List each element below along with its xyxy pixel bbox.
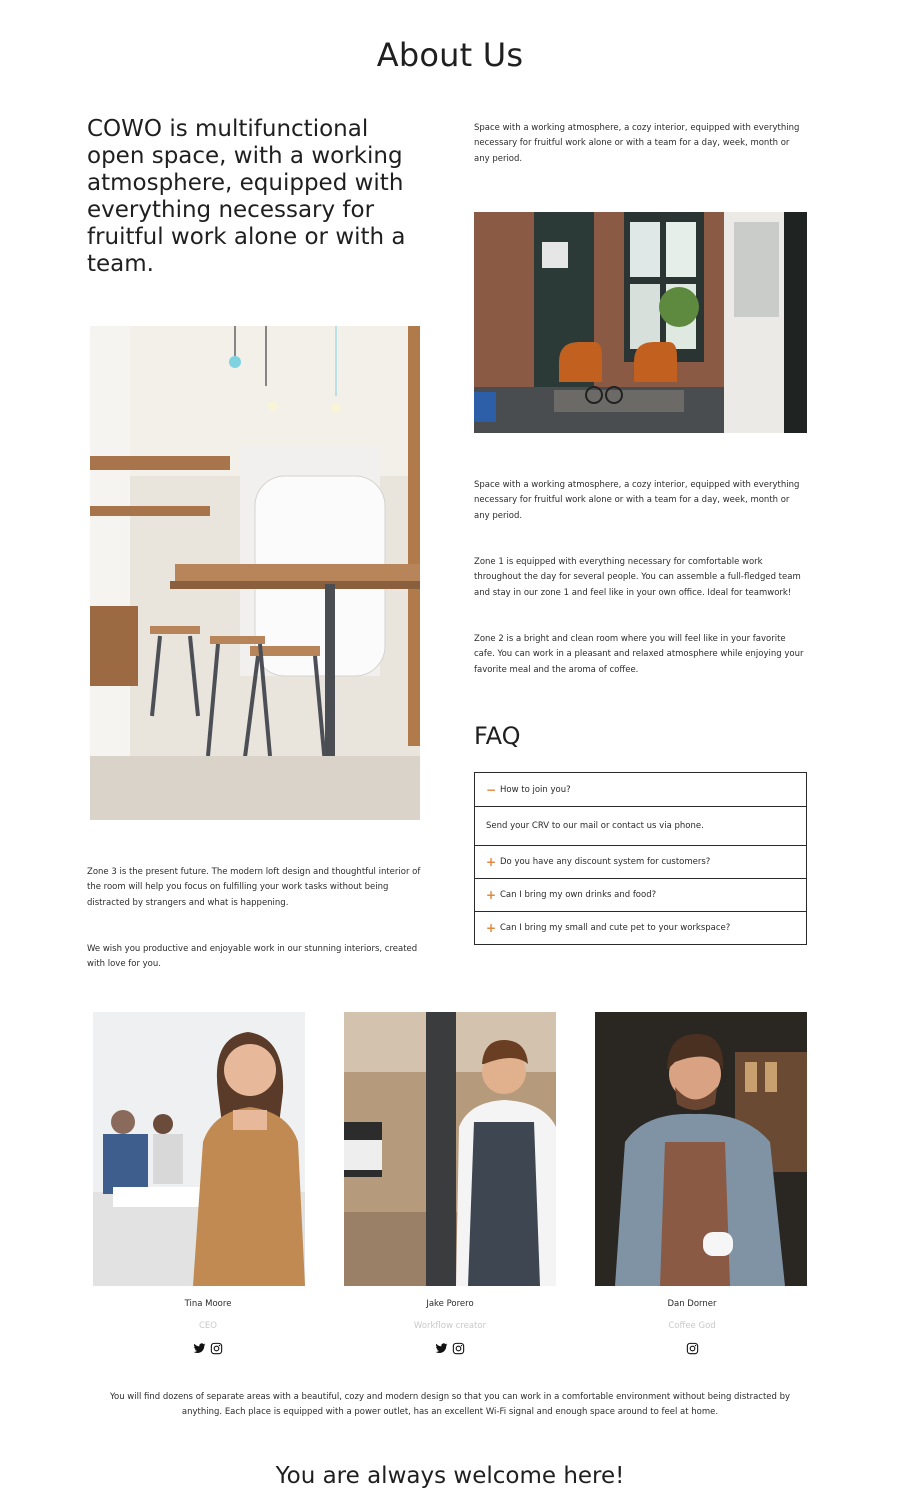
faq-question: Can I bring my own drinks and food? xyxy=(500,890,657,900)
plus-icon: + xyxy=(486,888,497,902)
team-member-name: Dan Dorner xyxy=(667,1299,717,1309)
instagram-icon[interactable] xyxy=(210,1342,223,1355)
faq-accordion xyxy=(474,772,807,945)
welcome-heading: You are always welcome here! xyxy=(275,1463,625,1489)
team-socials xyxy=(102,1342,314,1355)
plus-icon: + xyxy=(486,855,497,869)
team-member-name: Tina Moore xyxy=(184,1299,232,1309)
team-member-role: CEO xyxy=(199,1321,217,1331)
lounge-room-image xyxy=(474,212,807,433)
faq-item-discount[interactable] xyxy=(475,845,806,878)
faq-item-join[interactable] xyxy=(475,773,806,806)
plus-icon: + xyxy=(486,921,497,935)
faq-question: How to join you? xyxy=(500,784,571,795)
wish-paragraph: We wish you productive and enjoyable work in our stunning interiors, created with love for you. xyxy=(87,944,418,970)
faq-item-pet[interactable] xyxy=(475,911,806,944)
lead-heading: COWO is multifunctional open space, with a working atmosphere, equipped with everything necessary for fruitful work alone or with a team. xyxy=(87,116,406,277)
zone1-paragraph: Zone 1 is equipped with everything necessary for comfortable work throughout the day for several people. You can assemble a full-fledged team and stay in our zone 1 and feel like in your own office. Ideal for teamwork! xyxy=(474,557,801,598)
twitter-icon[interactable] xyxy=(435,1342,448,1355)
minus-icon: − xyxy=(486,782,497,797)
faq-answer-text: Send your CRV to our mail or contact us via phone. xyxy=(486,821,704,831)
team-member-name: Jake Porero xyxy=(426,1299,474,1309)
footer-paragraph: You will find dozens of separate areas with a beautiful, cozy and modern design so that you can work in a comfortable environment without being distracted by anything. Each place is equipped with a power outlet, has an excellent Wi-Fi signal and enough space around to feel at home. xyxy=(109,1392,791,1418)
zone3-paragraph: Zone 3 is the present future. The modern loft design and thoughtful interior of the room will help you focus on fulfilling your work tasks without being distracted by strangers and what is happening. xyxy=(87,867,421,908)
page-title: About Us xyxy=(376,36,524,74)
intro-paragraph: Space with a working atmosphere, a cozy interior, equipped with everything necessary for fruitful work alone or with a team for a day, week, month or any period. xyxy=(474,123,800,164)
team-photo-dan xyxy=(595,1012,807,1286)
team-socials xyxy=(344,1342,556,1355)
faq-question: Can I bring my small and cute pet to your workspace? xyxy=(500,923,731,933)
faq-answer xyxy=(475,806,806,845)
faq-question: Do you have any discount system for customers? xyxy=(500,857,711,867)
space-paragraph: Space with a working atmosphere, a cozy interior, equipped with everything necessary for fruitful work alone or with a team for a day, week, month or any period. xyxy=(474,480,800,521)
team-member-role: Workflow creator xyxy=(413,1321,487,1331)
zone2-paragraph: Zone 2 is a bright and clean room where you will feel like in your favorite cafe. You can work in a pleasant and relaxed atmosphere while enjoying your favorite meal and the aroma of coffee. xyxy=(474,634,804,675)
team-photo-tina xyxy=(93,1012,305,1286)
instagram-icon[interactable] xyxy=(452,1342,465,1355)
instagram-icon[interactable] xyxy=(686,1342,699,1355)
faq-title: FAQ xyxy=(474,722,521,750)
faq-item-food[interactable] xyxy=(475,878,806,911)
team-photo-jake xyxy=(344,1012,556,1286)
twitter-icon[interactable] xyxy=(193,1342,206,1355)
team-member-role: Coffee God xyxy=(668,1321,716,1331)
team-socials xyxy=(586,1342,798,1355)
cafe-interior-image xyxy=(90,326,420,820)
